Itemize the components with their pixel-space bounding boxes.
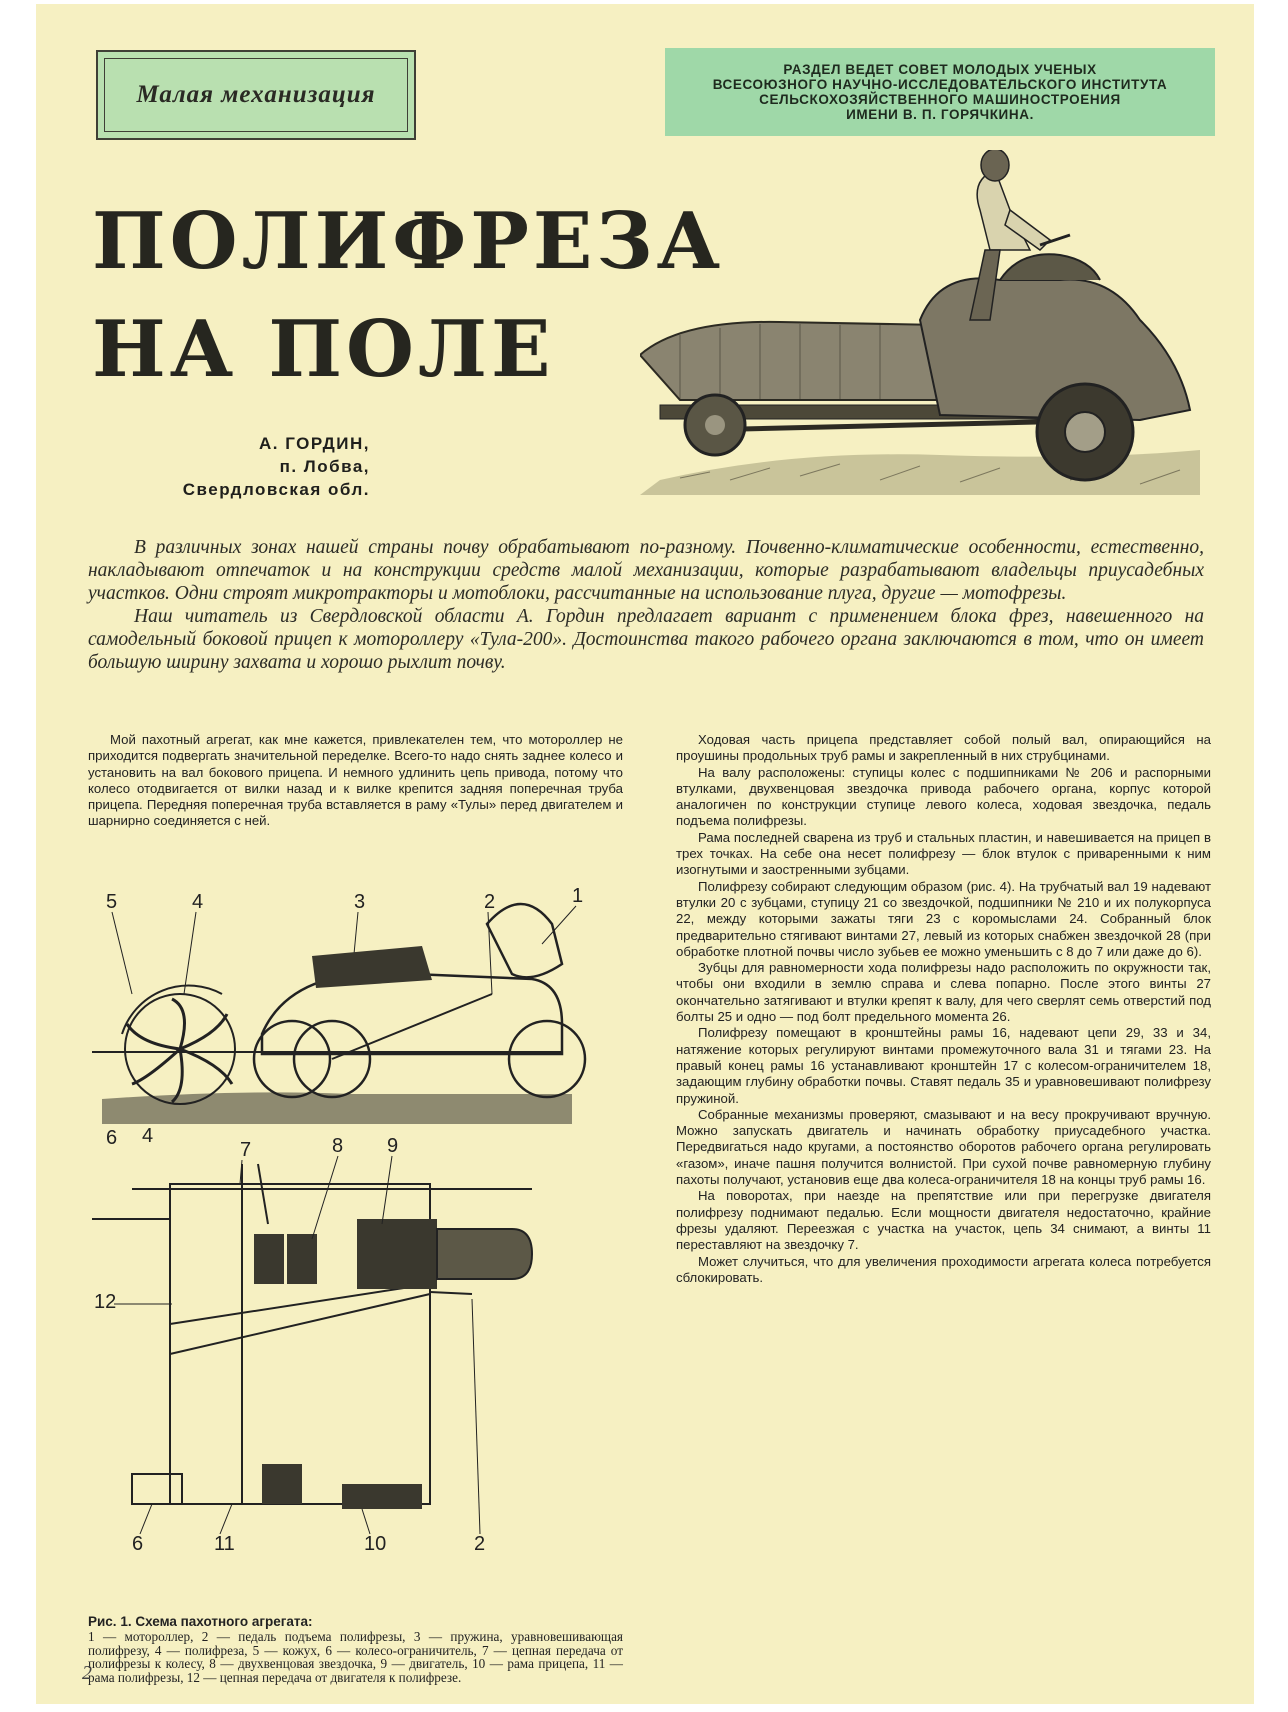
side-label-2: 2 (484, 891, 496, 913)
section-label-frame (104, 58, 408, 132)
headline-line-1: ПОЛИФРЕЗА (92, 196, 725, 287)
author-block (120, 432, 370, 501)
body-paragraph: Полифрезу помещают в кронштейны рамы 16, надевают цепи 29, 33 и 34, натяжение которых регулируют винтами промежуточного вала 31 и тягами 23. На правый конец рамы 16 устанавливают кронштейн 17 с колесом-ограничителем 18, задающим глубину обработки почвы. Ставят педаль 35 и уравновешивают полифрезу пружиной. (676, 1025, 1211, 1106)
council-line: РАЗДЕЛ ВЕДЕТ СОВЕТ МОЛОДЫХ УЧЕНЫХ (783, 62, 1097, 77)
body-paragraph: Собранные механизмы проверяют, смазывают и на весу прокручивают вручную. Можно запускать двигатель и начинать обработку приусадебного участка. Передвигаться надо кругами, а постоянство оборотов рабочего органа регулировать «газом», иначе пашня получится волнистой. При сухой почве равномерную глубину пахоты получают, установив еще два колеса-ограничителя 18 на концы труб рамы 16. (676, 1106, 1211, 1188)
plan-label-6b: 6 (132, 1533, 144, 1555)
plan-label-9: 9 (387, 1135, 399, 1157)
council-line: СЕЛЬСКОХОЗЯЙСТВЕННОГО МАШИНОСТРОЕНИЯ (759, 92, 1121, 107)
section-label-box (96, 50, 416, 140)
plan-label-2b: 2 (474, 1533, 486, 1555)
article-lead (88, 536, 1204, 674)
side-label-3: 3 (354, 891, 366, 913)
body-paragraph: Мой пахотный агрегат, как мне кажется, привлекателен тем, что мотороллер не приходится подвергать значительной переделке. Всего-то надо снять заднее колесо и установить на вал бокового прицепа. И немного удлинить цепь привода, потому что колесо отодвигается от вилки назад и к вилке крепится задняя поперечная труба прицепа. Передняя поперечная труба вставляется в раму «Тулы» перед двигателем и шарнирно соединяется с ней. (88, 732, 623, 829)
left-column (88, 732, 623, 830)
body-paragraph: Может случиться, что для увеличения проходимости агрегата колеса потребуется сблокировать. (676, 1253, 1211, 1285)
plan-label-8: 8 (332, 1135, 344, 1157)
council-line: ВСЕСОЮЗНОГО НАУЧНО-ИССЛЕДОВАТЕЛЬСКОГО ИНСТИТУТА (712, 77, 1168, 92)
headline-line-2: НА ПОЛЕ (92, 304, 555, 395)
caption-title: Рис. 1. Схема пахотного агрегата: (88, 1614, 313, 1629)
council-line: ИМЕНИ В. П. ГОРЯЧКИНА. (846, 107, 1034, 122)
side-label-1: 1 (572, 885, 584, 907)
lead-paragraph: В различных зонах нашей страны почву обрабатывают по-разному. Почвенно-климатические особенности, естественно, накладывают отпечаток и на конструкции средств малой механизации, которые разрабатывают владельцы приусадебных участков. Одни строят микротракторы и мотоблоки, рассчитанные на использование плуга, другие — мотофрезы. (88, 537, 1204, 604)
right-column (676, 732, 1211, 1286)
plan-label-11: 11 (214, 1533, 235, 1555)
author-place: п. Лобва, (279, 457, 370, 476)
body-paragraph: На валу расположены: ступицы колес с подшипниками № 206 и распорными втулками, двухвенцовая звездочка привода рабочего органа, корпус которой аналогичен по конструкции ступице левого колеса, ходовая звездочка, педаль подъема полифрезы. (676, 764, 1211, 829)
figure-caption (88, 1614, 623, 1684)
body-paragraph: Полифрезу собирают следующим образом (рис. 4). На трубчатый вал 19 надевают втулки 20 с зубцами, ступицу 21 со звездочкой, подшипники № 210 и их полукорпуса 22, между которыми зажаты тяги 23 с коромыслами 24. Собранный блок предварительно стягивают винтами 27, левый из которых снабжен звездочкой 28 (при обработке плотной почвы число зубьев ее можно уменьшить с 8 до 7 или даже до 6). (676, 878, 1211, 959)
caption-body: 1 — мотороллер, 2 — педаль подъема полифрезы, 3 — пружина, уравновешивающая полифрезу, 4 — полифреза, 5 — кожух, 6 — колесо-ограничитель, 7 — цепная передача от полифрезы к колесу, 8 — двухвенцовая звездочка, 9 — двигатель, 10 — рама прицепа, 11 — рама полифрезы, 12 — цепная передача от двигателя к полифрезе. (88, 1629, 623, 1685)
plan-label-12: 12 (94, 1291, 117, 1313)
side-label-5: 5 (106, 891, 118, 913)
plan-label-7: 7 (240, 1139, 252, 1161)
section-label: Малая механизация (136, 81, 376, 108)
scooter-tiller-illustration (640, 150, 1200, 495)
body-paragraph: Зубцы для равномерности хода полифрезы надо расположить по окружности так, чтобы они входили в землю справа и слева попарно. После этого винты 27 окончательно затягивают и втулки крепят к валу, для чего сверлят семь отверстий под болты 25 и одно — под болт предельного момента 26. (676, 960, 1211, 1025)
body-paragraph: На поворотах, при наезде на препятствие или при перегрузке двигателя полифрезу поднимают педалью. Если мощности двигателя недостаточно, крайние фрезы удаляют. Переезжая с участка на участок, цепь 34 снимают, а винты 11 переставляют на звездочку 7. (676, 1188, 1211, 1253)
page-number: 2 (82, 1662, 92, 1684)
body-paragraph: Рама последней сварена из труб и стальных пластин, и навешивается на прицеп в трех точках. На себе она несет полифрезу — блок втулок с приваренными к ним изогнутыми и заостренными зубцами. (676, 829, 1211, 878)
lead-paragraph: Наш читатель из Свердловской области А. Гордин предлагает вариант с применением блока фрез, навешенного на самодельный боковой прицеп к мотороллеру «Тула-200». Достоинства такого рабочего органа заключаются в том, что он имеет большую ширину захвата и хорошо рыхлит почву. (88, 606, 1204, 673)
council-banner (665, 48, 1215, 136)
side-label-6: 6 (106, 1127, 118, 1149)
author-name: А. ГОРДИН, (259, 434, 370, 453)
side-label-4b: 4 (142, 1125, 154, 1147)
plan-label-10: 10 (364, 1533, 387, 1555)
body-paragraph: Ходовая часть прицепа представляет собой полый вал, опирающийся на проушины продольных труб рамы и закрепленный в них струбцинами. (676, 732, 1211, 764)
side-label-4: 4 (192, 891, 204, 913)
author-region: Свердловская обл. (182, 480, 370, 499)
plow-unit-diagram (92, 884, 632, 1604)
article-headline (92, 188, 724, 404)
